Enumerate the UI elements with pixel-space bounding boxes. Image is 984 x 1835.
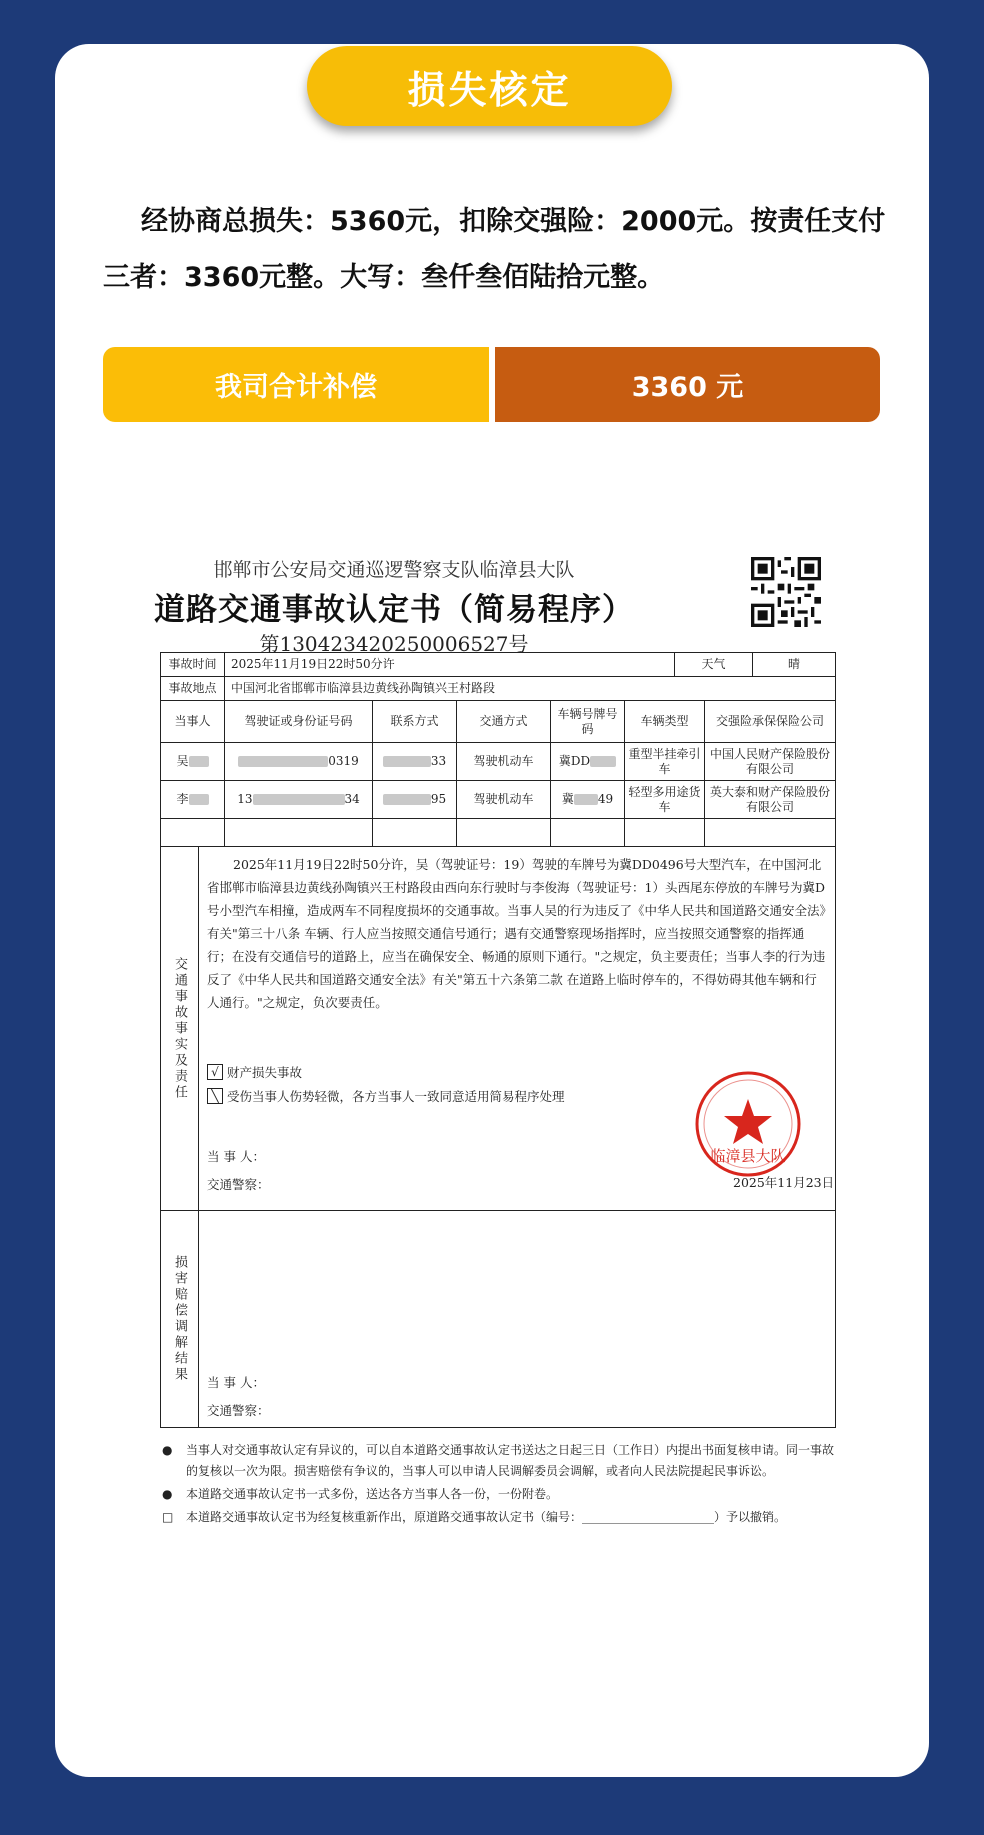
list-item: ● 本道路交通事故认定书一式多份，送达各方当事人各一份，一份附卷。 — [162, 1487, 559, 1501]
place-value: 中国河北省邯郸市临漳县边黄线孙陶镇兴王村路段 — [231, 681, 496, 695]
party-mode: 驾驶机动车 — [457, 781, 551, 818]
mediation-label: 损害赔偿调解结果 — [161, 1211, 199, 1427]
svg-text:临漳县大队: 临漳县大队 — [710, 1147, 786, 1165]
mediation-police-signature: 交通警察： — [207, 1403, 270, 1418]
header-party: 当事人 — [161, 701, 225, 742]
header-insurer: 交强险承保保险公司 — [715, 714, 824, 728]
mediation-section — [161, 1211, 835, 1427]
time-value: 2025年11月19日22时50分许 — [225, 653, 675, 676]
party-insurer: 中国人民财产保险股份有限公司 — [709, 746, 830, 776]
compensation-amount: 3360 元 — [495, 347, 880, 422]
table-header-row — [161, 701, 835, 743]
table-row — [161, 781, 835, 819]
header-mode: 交通方式 — [457, 701, 551, 742]
header-id: 驾驶证或身份证号码 — [225, 701, 373, 742]
party-insurer: 英大泰和财产保险股份有限公司 — [709, 784, 830, 814]
notes-list — [160, 1440, 840, 1530]
party-id: 0319 — [225, 743, 373, 780]
weather-label: 天气 — [675, 653, 753, 676]
mediation-party-signature: 当 事 人： — [207, 1375, 265, 1390]
table-row-empty — [161, 819, 835, 847]
accident-certificate-document — [104, 540, 844, 1680]
facts-section — [161, 847, 835, 1211]
list-item: ● 当事人对交通事故认定有异议的，可以自本道路交通事故认定书送达之日起三日（工作日）内提出书面复核申请。同一事故的复核以一次为限。损害赔偿有争议的，当事人可以申请人民调解委员会调解，或者向人民法院提起民事诉讼。 — [162, 1443, 835, 1478]
qr-code-icon — [751, 557, 821, 627]
checkbox-simple-procedure: ╲ 受伤当事人伤势轻微，各方当事人一致同意适用简易程序处理 — [207, 1087, 565, 1105]
header-vehicle-type: 车辆类型 — [625, 701, 705, 742]
party-plate: 冀 49 — [551, 781, 625, 818]
document-number: 第130423420250006527号 — [259, 632, 529, 656]
weather-value: 晴 — [787, 657, 800, 671]
party-vehicle-type: 轻型多用途货车 — [625, 781, 705, 818]
party-name: 李 — [161, 781, 225, 818]
place-label: 事故地点 — [161, 677, 225, 700]
checkbox-property-loss: √ 财产损失事故 — [207, 1063, 302, 1081]
time-label: 事故时间 — [161, 653, 225, 676]
party-plate: 冀DD — [551, 743, 625, 780]
party-id: 13 34 — [225, 781, 373, 818]
issue-date: 2025年11月23日 — [733, 1175, 835, 1190]
document-title: 道路交通事故认定书（简易程序） — [154, 592, 634, 628]
header-phone: 联系方式 — [373, 701, 457, 742]
table-row — [161, 743, 835, 781]
loss-summary-text: 经协商总损失：5360元，扣除交强险：2000元。按责任支付三者：3360元整。大写：叁仟叁佰陆拾元整。 — [103, 206, 886, 293]
section-title-badge: 损失核定 — [307, 46, 672, 126]
party-name: 吴 — [161, 743, 225, 780]
compensation-label: 我司合计补偿 — [103, 347, 489, 422]
facts-label: 交通事故事实及责任 — [161, 847, 199, 1210]
time-row — [161, 653, 835, 677]
facts-text: 2025年11月19日22时50分许，吴（驾驶证号：19）驾驶的车牌号为冀DD0496号大型汽车，在中国河北省邯郸市临漳县边黄线孙陶镇兴王村路段由西向东行驶时与李俊海（驾驶证号：1）头西尾东停放的车牌号为冀D号小型汽车相撞，造成两车不同程度损坏的交通事故。当事人吴的行为违反了《中华人民共和国道路交通安全法》有关"第三十八条 车辆、行人应当按照交通信号通行；遇有交通警察现场指挥时，应当按照交通警察的指挥通行；在没有交通信号的道路上，应当在确保安全、畅通的原则下通行。"之规定，负主要责任；当事人李的行为违反了《中华人民共和国道路交通安全法》有关"第五十六条第二款 在道路上临时停车的，不得妨碍其他车辆和行人通行。"之规定，负次要责任。 — [207, 857, 826, 1010]
header-plate: 车辆号牌号码 — [551, 701, 625, 742]
official-seal-icon — [693, 1069, 803, 1179]
party-vehicle-type: 重型半挂牵引车 — [625, 743, 705, 780]
party-phone: 33 — [373, 743, 457, 780]
police-signature-label: 交通警察： — [207, 1177, 270, 1192]
issuing-organization: 邯郸市公安局交通巡逻警察支队临漳县大队 — [213, 559, 575, 581]
party-mode: 驾驶机动车 — [457, 743, 551, 780]
accident-table — [160, 652, 836, 1428]
party-signature-label: 当 事 人： — [207, 1149, 265, 1164]
list-item: □ 本道路交通事故认定书为经复核重新作出，原道路交通事故认定书（编号：______________________）予以撤销。 — [162, 1510, 787, 1524]
party-phone: 95 — [373, 781, 457, 818]
place-row — [161, 677, 835, 701]
